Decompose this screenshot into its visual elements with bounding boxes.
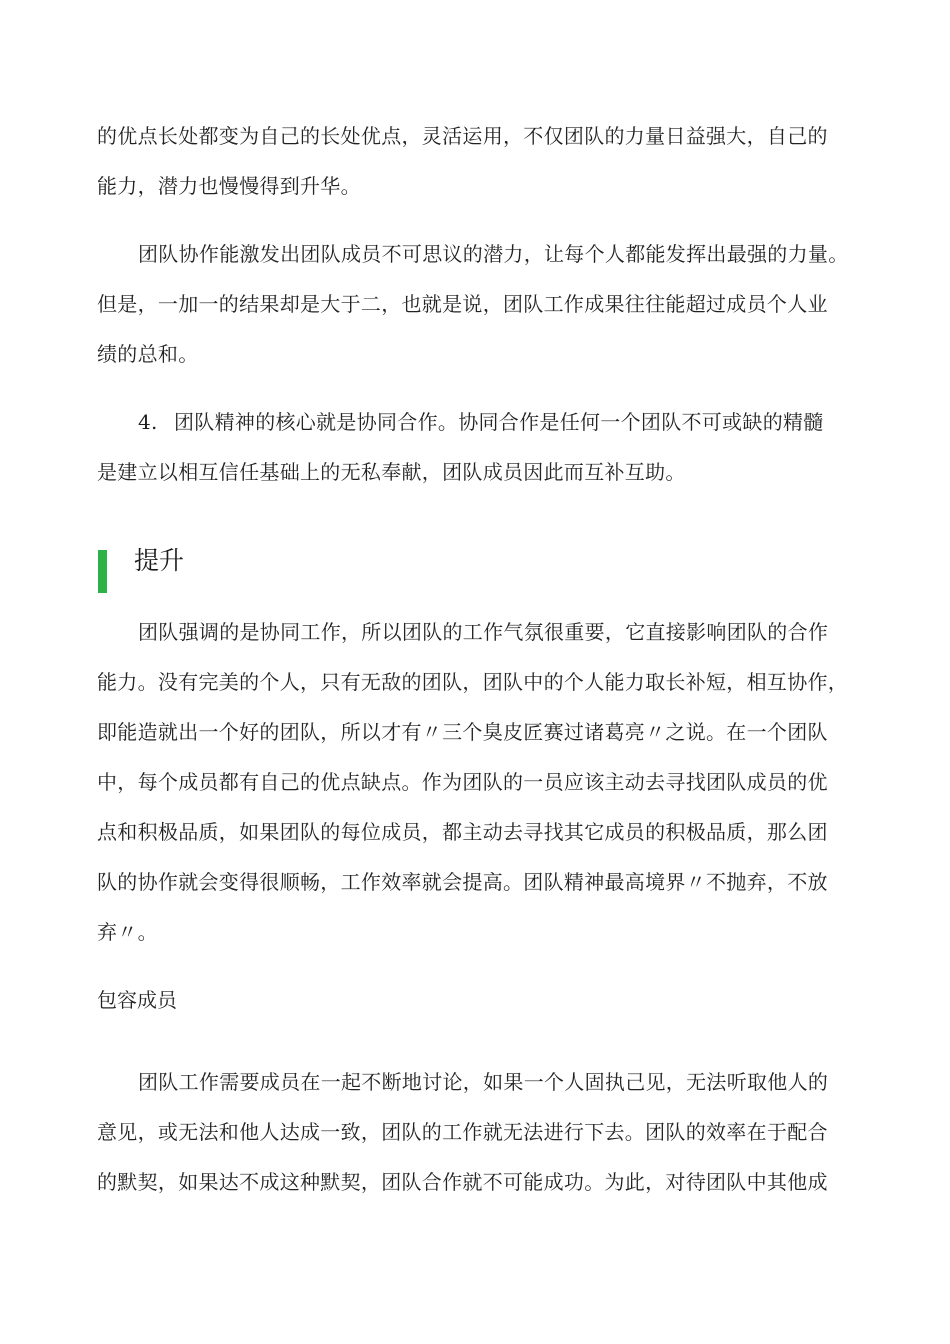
paragraph-line: 点和积极品质，如果团队的每位成员，都主动去寻找其它成员的积极品质，那么团 <box>97 820 828 844</box>
paragraph-line: 是建立以相互信任基础上的无私奉献，团队成员因此而互补互助。 <box>97 460 686 484</box>
paragraph-line: 队的协作就会变得很顺畅，工作效率就会提高。团队精神最高境界〃不抛弃，不放 <box>97 870 828 894</box>
subheading: 包容成员 <box>97 988 177 1012</box>
paragraph-line: 中，每个成员都有自己的优点缺点。作为团队的一员应该主动去寻找团队成员的优 <box>97 770 828 794</box>
paragraph-line: 能力。没有完美的个人，只有无敌的团队，团队中的个人能力取长补短，相互协作， <box>97 670 849 694</box>
paragraph-line: 绩的总和。 <box>97 342 199 366</box>
paragraph-line: 弃〃。 <box>97 920 158 944</box>
paragraph-line: 但是，一加一的结果却是大于二，也就是说，团队工作成果往往能超过成员个人业 <box>97 292 828 316</box>
paragraph-line: 团队协作能激发出团队成员不可思议的潜力，让每个人都能发挥出最强的力量。 <box>138 242 849 266</box>
paragraph-line: 团队工作需要成员在一起不断地讨论，如果一个人固执己见，无法听取他人的 <box>138 1070 829 1094</box>
paragraph-line: 的优点长处都变为自己的长处优点，灵活运用，不仅团队的力量日益强大，自己的 <box>97 124 828 148</box>
section-heading: 提升 <box>134 546 185 575</box>
paragraph-line: 的默契，如果达不成这种默契，团队合作就不可能成功。为此，对待团队中其他成 <box>97 1170 828 1194</box>
paragraph-line: 即能造就出一个好的团队，所以才有〃三个臭皮匠赛过诸葛亮〃之说。在一个团队 <box>97 720 828 744</box>
paragraph-text: 团队精神的核心就是协同合作。协同合作是任何一个团队不可或缺的精髓 <box>174 410 824 434</box>
numbered-paragraph-line <box>138 410 824 434</box>
paragraph-line: 能力，潜力也慢慢得到升华。 <box>97 174 361 198</box>
section-accent-bar <box>98 550 107 593</box>
paragraph-line: 意见，或无法和他人达成一致，团队的工作就无法进行下去。团队的效率在于配合 <box>97 1120 828 1144</box>
list-number: 4. <box>138 410 158 434</box>
paragraph-line: 团队强调的是协同工作，所以团队的工作气氛很重要，它直接影响团队的合作 <box>138 620 829 644</box>
